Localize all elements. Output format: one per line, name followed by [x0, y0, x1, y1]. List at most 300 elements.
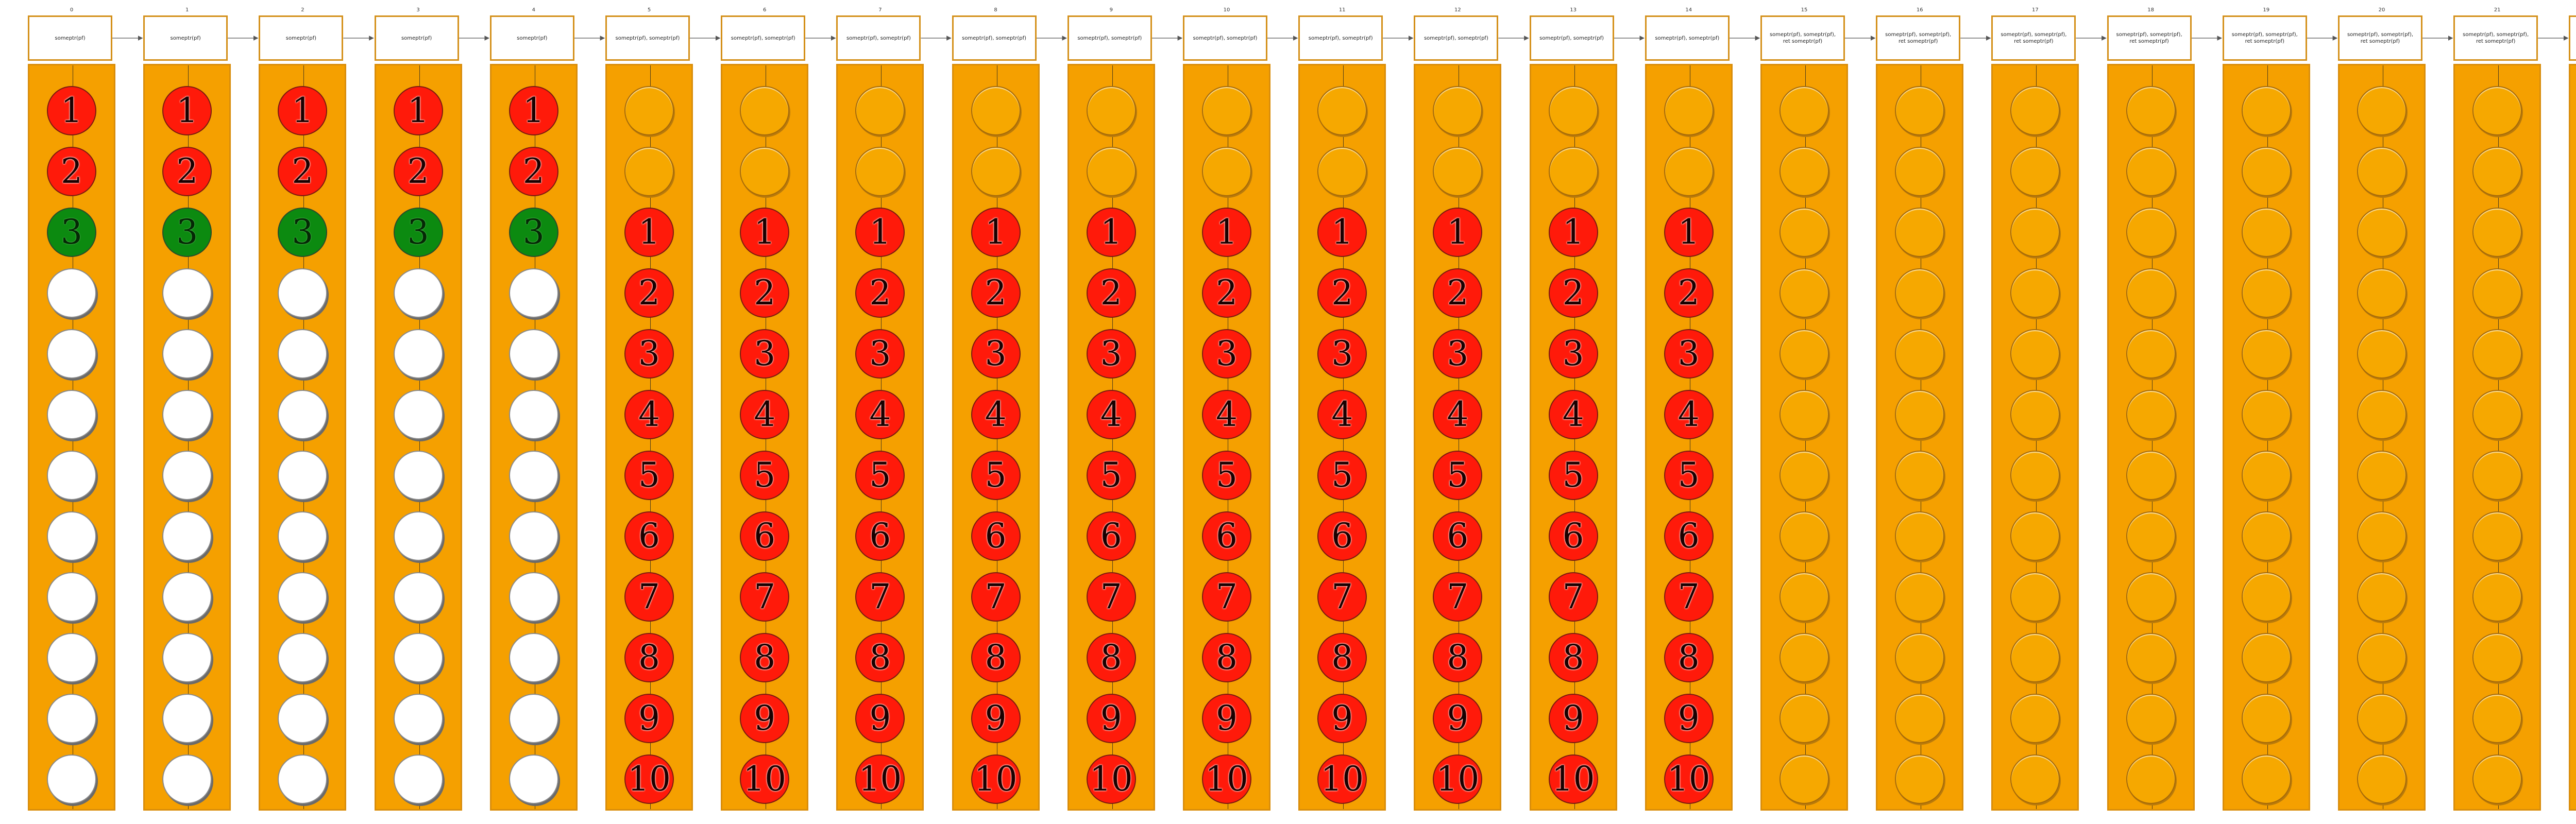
column-label: someptr(pf), someptr(pf)	[605, 15, 690, 61]
stack-frame	[1530, 64, 1617, 811]
stack-slot: 6	[855, 511, 905, 561]
stack-slot	[2010, 147, 2060, 196]
column-label: someptr(pf), someptr(pf)	[1183, 15, 1267, 61]
stack-slot	[624, 86, 674, 135]
stack-slot	[394, 694, 443, 743]
stack-slot	[2357, 390, 2406, 439]
stack-slot: 10	[740, 754, 789, 804]
stack-slot: 5	[1087, 451, 1136, 500]
stack-slot	[2357, 572, 2406, 622]
stack-slot	[2357, 208, 2406, 257]
stack-slot	[2357, 511, 2406, 561]
column-index: 7	[878, 7, 882, 13]
stack-frame	[2223, 64, 2310, 811]
stack-slot: 10	[855, 754, 905, 804]
stack-slot	[1895, 511, 1944, 561]
stack-slot: 8	[1433, 633, 1482, 682]
stack-slot	[394, 511, 443, 561]
stack-slot	[509, 511, 558, 561]
stack-slot	[394, 451, 443, 500]
stack-column	[1760, 0, 1848, 824]
stack-slot: 8	[971, 633, 1021, 682]
stack-frame	[605, 64, 693, 811]
stack-slot: 4	[1317, 390, 1367, 439]
column-index: 21	[2494, 7, 2501, 13]
stack-slot: 6	[740, 511, 789, 561]
stack-slot: 2	[278, 147, 327, 196]
stack-slot	[1087, 147, 1136, 196]
stack-slot: 2	[1087, 268, 1136, 318]
stack-slot: 6	[1664, 511, 1714, 561]
stack-frame	[721, 64, 808, 811]
stack-slot	[740, 86, 789, 135]
stack-frame	[836, 64, 924, 811]
stack-slot: 7	[1549, 572, 1598, 622]
stack-slot	[1433, 147, 1482, 196]
stack-slot	[47, 511, 96, 561]
stack-slot	[1202, 86, 1251, 135]
stack-column	[1876, 0, 1963, 824]
stack-slot: 6	[971, 511, 1021, 561]
stack-slot	[1549, 86, 1598, 135]
stack-slot	[2472, 147, 2522, 196]
stack-slot: 9	[624, 694, 674, 743]
stack-slot	[2242, 329, 2291, 379]
stack-slot: 1	[624, 208, 674, 257]
stack-slot	[1895, 633, 1944, 682]
stack-column	[143, 0, 231, 824]
column-index: 11	[1338, 7, 1346, 13]
stack-column	[375, 0, 462, 824]
stack-slot: 3	[1549, 329, 1598, 379]
stack-slot	[1317, 86, 1367, 135]
stack-slot	[2010, 86, 2060, 135]
column-label: someptr(pf), someptr(pf)	[1067, 15, 1152, 61]
column-label: someptr(pf), someptr(pf)	[1414, 15, 1498, 61]
stack-slot	[1780, 633, 1829, 682]
column-label: someptr(pf), someptr(pf), ret someptr(pf)	[2107, 15, 2192, 61]
stack-slot	[2010, 694, 2060, 743]
stack-slot	[2242, 451, 2291, 500]
stack-slot	[2242, 511, 2291, 561]
stack-slot	[1780, 329, 1829, 379]
stack-slot	[2357, 451, 2406, 500]
stack-slot: 5	[740, 451, 789, 500]
stack-slot	[2242, 754, 2291, 804]
column-label: someptr(pf), someptr(pf)	[952, 15, 1037, 61]
stack-column	[836, 0, 924, 824]
stack-slot: 2	[394, 147, 443, 196]
stack-slot	[2010, 633, 2060, 682]
stack-frame	[28, 64, 115, 811]
stack-slot: 6	[1202, 511, 1251, 561]
stack-slot	[509, 268, 558, 318]
stack-slot	[2242, 147, 2291, 196]
stack-slot	[2357, 329, 2406, 379]
stack-slot: 10	[624, 754, 674, 804]
stack-slot	[624, 147, 674, 196]
column-index: 14	[1685, 7, 1692, 13]
stack-slot: 2	[1433, 268, 1482, 318]
stack-slot: 4	[1087, 390, 1136, 439]
stack-slot	[2357, 147, 2406, 196]
column-index: 17	[2032, 7, 2039, 13]
stack-slot: 3	[162, 208, 212, 257]
stack-slot	[2472, 511, 2522, 561]
stack-slot	[47, 268, 96, 318]
stack-slot	[278, 694, 327, 743]
stack-slot: 2	[1317, 268, 1367, 318]
stack-slot: 1	[1317, 208, 1367, 257]
stack-slot	[2126, 268, 2176, 318]
stack-slot	[1895, 208, 1944, 257]
stack-slot: 3	[1202, 329, 1251, 379]
column-index: 8	[994, 7, 997, 13]
stack-column	[952, 0, 1040, 824]
column-index: 5	[647, 7, 651, 13]
column-label: someptr(pf)	[143, 15, 228, 61]
stack-slot	[47, 390, 96, 439]
stack-slot	[1780, 147, 1829, 196]
column-label: someptr(pf), someptr(pf), ret someptr(pf)	[1760, 15, 1845, 61]
column-index: 10	[1223, 7, 1230, 13]
stack-slot	[162, 633, 212, 682]
stack-slot	[509, 329, 558, 379]
stack-slot: 10	[1549, 754, 1598, 804]
stack-slot: 9	[971, 694, 1021, 743]
stack-slot: 10	[1433, 754, 1482, 804]
stack-slot: 3	[855, 329, 905, 379]
stack-slot	[509, 754, 558, 804]
stack-slot	[162, 754, 212, 804]
stack-slot	[2126, 86, 2176, 135]
stack-slot: 4	[1549, 390, 1598, 439]
stack-slot: 1	[1664, 208, 1714, 257]
stack-slot	[2126, 147, 2176, 196]
stack-slot	[1895, 329, 1944, 379]
stack-slot: 3	[509, 208, 558, 257]
stack-slot	[1433, 86, 1482, 135]
column-index: 16	[1916, 7, 1923, 13]
stack-slot: 4	[624, 390, 674, 439]
stack-slot	[740, 147, 789, 196]
stack-frame	[1876, 64, 1963, 811]
stack-slot: 1	[740, 208, 789, 257]
stack-slot	[2010, 511, 2060, 561]
stack-slot	[278, 511, 327, 561]
stack-slot: 1	[1087, 208, 1136, 257]
stack-slot	[971, 86, 1021, 135]
column-label: someptr(pf)	[375, 15, 459, 61]
stack-slot: 4	[740, 390, 789, 439]
stack-slot: 2	[971, 268, 1021, 318]
stack-slot	[394, 633, 443, 682]
stack-slot	[2472, 451, 2522, 500]
stack-slot: 3	[624, 329, 674, 379]
stack-slot	[2472, 329, 2522, 379]
stack-slot: 5	[1664, 451, 1714, 500]
stack-slot: 8	[855, 633, 905, 682]
stack-slot: 3	[394, 208, 443, 257]
stack-slot	[394, 390, 443, 439]
stack-slot: 8	[624, 633, 674, 682]
column-label: someptr(pf), someptr(pf)	[1298, 15, 1383, 61]
stack-slot	[1780, 754, 1829, 804]
stack-slot	[162, 390, 212, 439]
stack-slot	[855, 147, 905, 196]
stack-slot	[47, 451, 96, 500]
stack-slot: 9	[1433, 694, 1482, 743]
stack-slot	[2010, 208, 2060, 257]
stack-slot	[2472, 86, 2522, 135]
stack-slot	[1895, 572, 1944, 622]
stack-slot	[47, 572, 96, 622]
column-index: 0	[70, 7, 74, 13]
stack-slot: 2	[162, 147, 212, 196]
stack-slot: 10	[971, 754, 1021, 804]
stack-slot: 2	[1664, 268, 1714, 318]
stack-slot	[2357, 694, 2406, 743]
stack-slot	[2126, 511, 2176, 561]
stack-slot: 3	[1317, 329, 1367, 379]
stack-slot	[278, 329, 327, 379]
stack-frame	[375, 64, 462, 811]
stack-slot	[2126, 754, 2176, 804]
stack-slot	[2242, 390, 2291, 439]
column-index: 20	[2378, 7, 2385, 13]
stack-slot	[509, 694, 558, 743]
stack-slot: 1	[162, 86, 212, 135]
stack-slot	[2010, 572, 2060, 622]
stack-frame	[1067, 64, 1155, 811]
stack-slot	[2357, 633, 2406, 682]
stack-slot: 7	[1317, 572, 1367, 622]
stack-slot	[1895, 390, 1944, 439]
stack-slot: 3	[278, 208, 327, 257]
stack-slot	[2126, 329, 2176, 379]
stack-slot	[1895, 451, 1944, 500]
column-label: someptr(pf), someptr(pf)	[836, 15, 921, 61]
stack-slot	[2010, 451, 2060, 500]
stack-slot: 5	[855, 451, 905, 500]
stack-slot	[1780, 694, 1829, 743]
stack-slot	[2010, 754, 2060, 804]
stack-slot	[394, 329, 443, 379]
stack-slot: 4	[1664, 390, 1714, 439]
stack-frame	[2338, 64, 2426, 811]
column-index: 12	[1454, 7, 1461, 13]
stack-slot	[1664, 86, 1714, 135]
stack-slot	[162, 694, 212, 743]
column-label: someptr(pf), someptr(pf), ret someptr(pf)	[2338, 15, 2422, 61]
stack-slot	[2126, 633, 2176, 682]
stack-slot	[2242, 268, 2291, 318]
stack-slot	[2126, 208, 2176, 257]
column-label: someptr(pf), someptr(pf)	[721, 15, 805, 61]
stack-slot	[278, 268, 327, 318]
stack-slot	[2010, 390, 2060, 439]
column-index: 3	[416, 7, 420, 13]
stack-slot	[509, 572, 558, 622]
stack-slot: 7	[624, 572, 674, 622]
stack-slot: 5	[1433, 451, 1482, 500]
column-index: 9	[1109, 7, 1113, 13]
stack-slot: 9	[1087, 694, 1136, 743]
column-index: 2	[301, 7, 304, 13]
stack-frame	[2107, 64, 2195, 811]
stack-slot	[278, 754, 327, 804]
stack-slot	[2010, 268, 2060, 318]
stack-slot: 5	[624, 451, 674, 500]
stack-column	[2338, 0, 2426, 824]
stack-slot	[1895, 86, 1944, 135]
stack-slot	[1780, 208, 1829, 257]
stack-slot: 7	[1433, 572, 1482, 622]
stack-slot	[2472, 268, 2522, 318]
stack-slot	[278, 451, 327, 500]
column-label: someptr(pf), someptr(pf), ret someptr(pf)	[2223, 15, 2307, 61]
stack-slot	[394, 754, 443, 804]
stack-slot: 4	[855, 390, 905, 439]
column-label: someptr(pf)	[490, 15, 574, 61]
stack-slot	[394, 572, 443, 622]
stack-column	[2453, 0, 2541, 824]
stack-slot	[278, 633, 327, 682]
stack-slot	[1780, 390, 1829, 439]
stack-column	[1183, 0, 1270, 824]
stack-slot: 8	[1202, 633, 1251, 682]
stack-frame	[143, 64, 231, 811]
stack-slot: 1	[1549, 208, 1598, 257]
stack-slot: 7	[1202, 572, 1251, 622]
stack-slot: 4	[1202, 390, 1251, 439]
stack-slot	[1780, 268, 1829, 318]
stack-column	[1067, 0, 1155, 824]
stack-slot: 1	[971, 208, 1021, 257]
stack-frame	[1645, 64, 1733, 811]
column-index: 4	[532, 7, 535, 13]
stack-slot: 1	[1202, 208, 1251, 257]
stack-slot	[971, 147, 1021, 196]
stack-slot	[2472, 572, 2522, 622]
stack-slot	[2472, 633, 2522, 682]
stack-slot	[1549, 147, 1598, 196]
stack-slot	[509, 451, 558, 500]
column-index: 1	[185, 7, 189, 13]
stack-slot: 2	[624, 268, 674, 318]
stack-slot	[509, 633, 558, 682]
stack-slot: 6	[1433, 511, 1482, 561]
stack-slot: 1	[278, 86, 327, 135]
column-index: 18	[2147, 7, 2154, 13]
stack-slot: 9	[1549, 694, 1598, 743]
stack-slot: 7	[855, 572, 905, 622]
stack-frame	[1414, 64, 1501, 811]
stack-slot	[2126, 694, 2176, 743]
stack-slot: 10	[1664, 754, 1714, 804]
stack-slot: 10	[1087, 754, 1136, 804]
stack-slot: 6	[1317, 511, 1367, 561]
stack-slot	[855, 86, 905, 135]
stack-column	[605, 0, 693, 824]
stack-column	[1298, 0, 1386, 824]
stack-slot	[2242, 633, 2291, 682]
stack-column	[28, 0, 115, 824]
column-index	[2569, 7, 2576, 13]
stack-column	[2107, 0, 2195, 824]
stack-slot	[2472, 208, 2522, 257]
stack-slot: 6	[1549, 511, 1598, 561]
column-label: someptr(pf), someptr(pf)	[1530, 15, 1614, 61]
stack-slot: 8	[1549, 633, 1598, 682]
stack-slot	[1895, 754, 1944, 804]
stack-slot: 3	[740, 329, 789, 379]
stack-slot: 4	[1433, 390, 1482, 439]
stack-slot: 2	[1549, 268, 1598, 318]
stack-slot	[2357, 268, 2406, 318]
stack-slot: 4	[971, 390, 1021, 439]
stack-slot	[47, 633, 96, 682]
stack-slot: 2	[1202, 268, 1251, 318]
stack-slot	[2010, 329, 2060, 379]
stack-slot: 2	[509, 147, 558, 196]
column-label: someptr(pf), someptr(pf), ret someptr(pf)	[1991, 15, 2076, 61]
stack-slot	[2242, 694, 2291, 743]
stack-slot	[2357, 86, 2406, 135]
stack-slot	[278, 572, 327, 622]
stack-frame	[952, 64, 1040, 811]
stack-slot: 9	[1202, 694, 1251, 743]
stack-slot	[1664, 147, 1714, 196]
stack-slot	[162, 451, 212, 500]
stack-slot: 7	[1087, 572, 1136, 622]
stack-slot: 3	[47, 208, 96, 257]
stack-slot: 7	[740, 572, 789, 622]
stack-slot	[2126, 390, 2176, 439]
stack-slot	[1780, 511, 1829, 561]
stack-slot	[394, 268, 443, 318]
stack-column	[490, 0, 578, 824]
stack-slot	[162, 329, 212, 379]
stack-slot: 2	[47, 147, 96, 196]
stack-slot	[2472, 754, 2522, 804]
stack-slot	[2242, 208, 2291, 257]
stack-slot	[2126, 451, 2176, 500]
stack-slot	[509, 390, 558, 439]
stack-slot	[47, 694, 96, 743]
stack-slot: 9	[1664, 694, 1714, 743]
stack-slot	[1895, 147, 1944, 196]
stack-slot: 5	[1202, 451, 1251, 500]
stack-slot: 3	[971, 329, 1021, 379]
stack-slot: 6	[624, 511, 674, 561]
stack-slot: 7	[1664, 572, 1714, 622]
stack-slot	[2472, 390, 2522, 439]
column-index: 6	[763, 7, 767, 13]
stack-column	[2223, 0, 2310, 824]
stack-slot: 1	[855, 208, 905, 257]
stack-slot: 2	[855, 268, 905, 318]
stack-slot	[1317, 147, 1367, 196]
stack-slot: 1	[509, 86, 558, 135]
stack-column	[1645, 0, 1733, 824]
column-label	[2569, 15, 2576, 61]
stack-frame	[2453, 64, 2541, 811]
stack-slot	[2472, 694, 2522, 743]
stack-frame	[2569, 64, 2576, 811]
stack-slot: 1	[394, 86, 443, 135]
stack-slot: 5	[1317, 451, 1367, 500]
